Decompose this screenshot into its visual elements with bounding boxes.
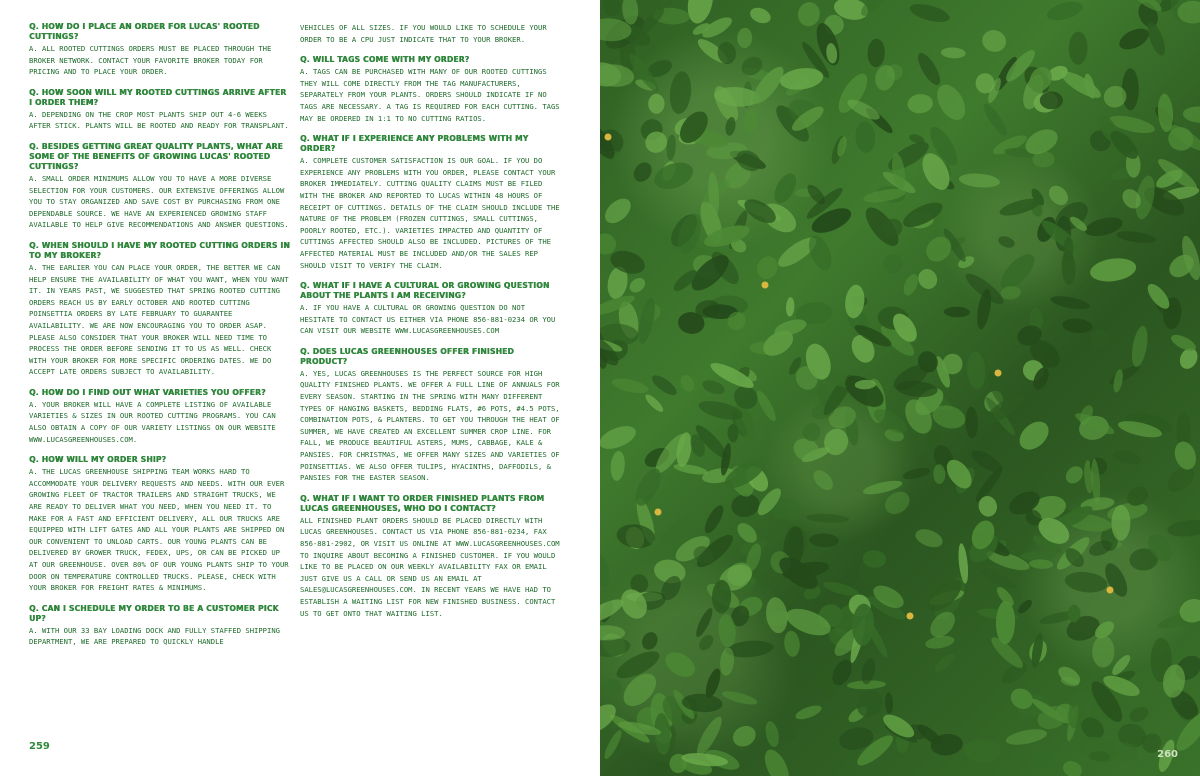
leaf [908,1,952,26]
faq-answer: A. WITH OUR 33 BAY LOADING DOCK AND FULLY STAFFED SHIPPING DEPARTMENT, WE ARE PREPARED TO QUICKLY HANDLE [29,625,280,647]
leaf [600,554,612,588]
leaf [931,80,971,125]
leaf [649,372,680,399]
faq-question: Q. HOW WILL MY ORDER SHIP? [29,455,167,465]
leaf [639,630,660,653]
leaf [721,689,759,708]
leaf [602,728,625,761]
leaf [915,266,941,293]
faq-item [300,281,562,337]
foliage-photo [600,0,1200,776]
leaf [958,172,1000,189]
leaf [760,746,794,776]
faq-item [29,455,291,594]
leaf [1029,559,1054,570]
faq-answer: A. SMALL ORDER MINIMUMS ALLOW YOU TO HAVE A MORE DIVERSE SELECTION FOR YOUR CUSTOMERS. OUR EXTENSIVE OFFERINGS ALLOW YOU TO STAY ORGANIZED AND SAVE COST BY PURCHASING FROM ONE DEPENDABLE SOURCE. WE HAVE AN EXPERIENCED GROWING STAFF AVAILABLE TO HELP GIVE RECOMMENDATIONS AND ANSWER QUESTIONS. [29,173,289,230]
leaf [885,692,894,714]
leaf [901,272,921,298]
leaf [1020,551,1056,560]
small-flower [1107,587,1114,594]
faq-item [300,494,562,619]
faq-item [29,388,291,445]
leaf [794,703,823,722]
leaf [980,101,1010,138]
leaf [996,601,1016,645]
small-flower [655,509,662,516]
leaf [1060,758,1084,776]
leaf [809,533,839,548]
leaf [1045,182,1072,209]
leaf-texture [600,0,1200,776]
leaf [1005,726,1049,747]
leaf [627,275,648,295]
faq-question: Q. WHAT IF I EXPERIENCE ANY PROBLEMS WITH MY ORDER? [300,134,529,154]
leaf [1127,704,1151,725]
leaf [673,462,709,477]
leaf [609,450,626,481]
leaf [1062,317,1094,334]
faq-answer: A. TAGS CAN BE PURCHASED WITH MANY OF OUR ROOTED CUTTINGS THEY WILL COME DIRECTLY FROM THE TAG MANUFACTURERS, SEPARATELY FROM YOUR PLANTS. ORDERS SHOULD INDICATE IF NO TAGS ARE NECESSARY. A TAG IS REQUIRED FOR EACH CUTTING. TAGS MAY BE ORDERED IN 1:1 TO NO CUTTING RATIOS. [300,67,560,123]
leaf [1112,448,1143,467]
leaf [754,388,780,423]
leaf [867,39,885,68]
leaf [1182,105,1200,124]
faq-answer: A. YES, LUCAS GREENHOUSES IS THE PERFECT SOURCE FOR HIGH QUALITY FINISHED PLANTS. WE OFFER A FULL LINE OF ANNUALS FOR EVERY SEASON. STARTING IN THE SPRING WITH MANY DIFFERENT TYPES OF HANGING BASKETS, BEDDING FLATS, #6 POTS, #4.5 POTS, COMBINATION POTS, & PLANTERS. TO GET YOU THROUGH THE HEAT OF SUMMER, WE HAVE CREATED AN EXCELLENT SUMMER CROP LINE. FOR FALL, WE PRODUCE BEAUTIFUL ASTERS, MUMS, CABBAGE, KALE & PANSIES. FOR CHRISTMAS, WE OFFER MANY SIZES AND VARIETIES OF POINSETTIAS. WE ALSO OFFER TULIPS, HYACINTHS, DAFFODILS, & PANSIES FOR THE EASTER SEASON. [300,368,560,483]
page-number-left: 259 [29,741,50,752]
leaf [601,0,623,18]
leaf [701,378,727,397]
faq-item [29,22,291,78]
faq-question: Q. WHEN SHOULD I HAVE MY ROOTED CUTTING ORDERS IN TO MY BROKER? [29,240,290,260]
leaf [764,596,790,635]
faq-question: Q. HOW DO I FIND OUT WHAT VARIETIES YOU OFFER? [29,387,266,397]
leaf [748,5,773,26]
leaf [1089,256,1138,285]
faq-answer: A. IF YOU HAVE A CULTURAL OR GROWING QUESTION DO NOT HESITATE TO CONTACT US EITHER VIA PHONE 856-881-0234 OR YOU CAN VISIT OUR WEBSITE WWW.LUCASGREENHOUSES.COM [300,303,556,336]
faq-answer: A. ALL ROOTED CUTTINGS ORDERS MUST BE PLACED THROUGH THE BROKER NETWORK. CONTACT YOUR FAVORITE BROKER TODAY FOR PRICING AND TO PLACE YOUR ORDER. [29,44,272,77]
leaf [1062,463,1086,487]
faq-item [300,55,562,124]
small-flower [907,613,914,620]
faq-item [300,134,562,271]
leaf [901,466,931,482]
faq-question: Q. HOW DO I PLACE AN ORDER FOR LUCAS' ROOTED CUTTINGS? [29,22,260,41]
leaf [648,94,665,114]
leaf [997,234,1017,250]
faq-question: Q. BESIDES GETTING GREAT QUALITY PLANTS, WHAT ARE SOME OF THE BENEFITS OF GROWING LUCAS' ROOTED CUTTINGS? [29,141,283,171]
leaf [643,392,666,414]
leaf [1076,732,1121,767]
leaf [610,376,649,396]
leaf [966,351,987,390]
small-flower [762,282,769,289]
leaf [666,134,677,161]
faq-item [29,241,291,378]
faq-item [29,88,291,132]
leaf [880,251,906,277]
leaf [754,253,781,282]
leaf [1116,229,1157,245]
faq-column-2 [300,22,562,629]
leaf [914,50,944,88]
leaf [1129,325,1150,369]
leaf [944,307,970,318]
leaf [729,722,759,751]
leaf [783,630,801,658]
faq-item [29,604,291,648]
leaf [965,406,978,438]
leaf [980,27,1009,54]
leaf [1122,68,1139,110]
faq-question: Q. WILL TAGS COME WITH MY ORDER? [300,55,470,65]
leaf [684,0,716,26]
leaf [693,606,715,639]
faq-question: Q. WHAT IF I WANT TO ORDER FINISHED PLANTS FROM LUCAS GREENHOUSES, WHO DO I CONTACT? [300,493,545,513]
leaf [600,194,635,228]
leaf [1069,31,1088,65]
faq-answer: ALL FINISHED PLANT ORDERS SHOULD BE PLACED DIRECTLY WITH LUCAS GREENHOUSES. CONTACT US VIA PHONE 856-881-0234, FAX 856-881-2902, OR VISIT US ONLINE AT WWW.LUCASGREENHOUSES.COM TO INQUIRE ABOUT BECOMING A FINISHED CUSTOMER. IF YOU WOULD LIKE TO BE PLACED ON OUR WEEKLY AVAILABILITY FAX OR EMAIL JUST GIVE US A CALL OR SEND US AN EMAIL AT SALES@LUCASGREENHOUSES.COM. IN RECENT YEARS WE HAVE HAD TO ESTABLISH A WAITING LIST FOR NEW FINISHED BUSINESS. CONTACT US TO GET ONTO THAT WAITING LIST. [300,515,560,618]
small-flower [605,134,612,141]
leaf [1016,598,1034,616]
leaf [630,159,655,185]
faq-answer: A. COMPLETE CUSTOMER SATISFACTION IS OUR GOAL. IF YOU DO EXPERIENCE ANY PROBLEMS WITH YOU ORDER, PLEASE CONTACT YOUR BROKER IMMEDIATELY. CUTTING QUALITY CLAIMS MUST BE FILED WITH THE BROKER AND REPORTED TO LUCAS WITHIN 48 HOURS OF RECEIPT OF CUTTINGS. DETAILS OF THE CLAIM SHOULD INCLUDE THE NATURE OF THE PROBLEM (FROZEN CUTTINGS, SMALL CUTTINGS, POORLY ROOTED, ETC.). VARIETIES IMPACTED AND QUANTITY OF CUTTINGS AFFECTED SHOULD ALSO BE INCLUDED. PICTURES OF THE AFFECTED MATERIAL MUST BE INCLUDED AND/OR THE SALES REP SHOULD VISIT TO VERIFY THE CLAIM. [300,156,560,270]
leaf [601,676,625,700]
leaf [810,467,837,494]
faq-answer: A. YOUR BROKER WILL HAVE A COMPLETE LISTING OF AVAILABLE VARIETIES & SIZES IN OUR ROOTED CUTTING PROGRAMS. YOU CAN ALSO OBTAIN A COPY OF OUR VARIETY LISTINGS ON OUR WEBSITE WWW.LUCASGREENHOUSES.COM. [29,399,276,444]
faq-answer: A. DEPENDING ON THE CROP MOST PLANTS SHIP OUT 4-6 WEEKS AFTER STICK. PLANTS WILL BE ROOTED AND READY FOR TRANSPLANT. [29,109,289,131]
faq-answer-continued: VEHICLES OF ALL SIZES. IF YOU WOULD LIKE TO SCHEDULE YOUR ORDER TO BE A CPU JUST INDICATE THAT TO YOUR BROKER. [300,23,547,44]
leaf [1155,155,1200,194]
faq-question: Q. CAN I SCHEDULE MY ORDER TO BE A CUSTOMER PICK UP? [29,603,279,623]
leaf [932,651,958,675]
small-flower [995,370,1002,377]
faq-item [29,142,291,231]
leaf [668,70,693,115]
leaf [953,504,975,521]
leaf [796,0,822,28]
leaf [1171,439,1199,473]
leaf [678,373,697,394]
faq-item [300,347,562,484]
leaf [1045,0,1085,24]
leaf [600,421,639,453]
faq-question: Q. HOW SOON WILL MY ROOTED CUTTINGS ARRIVE AFTER I ORDER THEM? [29,87,287,107]
leaf [1028,744,1056,773]
leaf [913,526,945,551]
page-number-right: 260 [1157,749,1178,760]
leaf [1064,570,1109,595]
leaf [1116,24,1152,53]
leaf [661,647,699,682]
leaf [770,170,801,207]
leaf [1014,416,1054,455]
leaf [907,93,934,114]
faq-answer: A. THE EARLIER YOU CAN PLACE YOUR ORDER, THE BETTER WE CAN HELP ENSURE THE AVAILABILITY OF WHAT YOU WANT, WHEN YOU WANT IT. IN YEARS PAST, WE SUGGESTED THAT SPRING ROOTED CUTTING ORDERS REACH US BY EARLY OCTOBER AND ROOTED CUTTING POINSETTIA ORDERS BY LATE FEBRUARY TO GUARANTEE AVAILABILITY. WE ARE NOW ENCOURAGING YOU TO ORDER ASAP. PLEASE ALSO CONSIDER THAT YOUR BROKER WILL NEED TIME TO PROCESS THE ORDER BEFORE SENDING IT TO US AS WELL. CHECK WITH YOUR BROKER FOR MORE SPECIFIC ORDERING DATES. WE DO ACCEPT LATE ORDERS SUBJECT TO AVAILABILITY. [29,262,289,377]
leaf [1163,462,1199,497]
leaf [1092,636,1115,668]
faq-question: Q. WHAT IF I HAVE A CULTURAL OR GROWING QUESTION ABOUT THE PLANTS I AM RECEIVING? [300,281,550,301]
leaf [806,513,849,524]
leaf [785,297,794,317]
faq-column-1 [29,22,291,658]
leaf [1049,294,1090,312]
leaf [737,28,753,49]
leaf [963,738,1002,763]
leaf [743,108,758,134]
leaf [636,296,658,345]
leaf [763,720,781,748]
faq-answer: A. THE LUCAS GREENHOUSE SHIPPING TEAM WORKS HARD TO ACCOMMODATE YOUR DELIVERY REQUESTS AND NEEDS. WITH OUR EVER GROWING FLEET OF TRACTOR TRAILERS AND STRAIGHT TRUCKS, WE ARE READY TO DELIVER WHAT YOU NEED, WHEN YOU NEED IT. TO MAKE FOR A FAST AND EFFICIENT DELIVERY, ALL OUR TRUCKS ARE EQUIPPED WITH LIFT GATES AND ALL YOUR PLANTS ARE SHIPPED ON OUR CONVENIENT TO UNLOAD CARTS. OUR YOUNG PLANTS CAN BE DELIVERED BY GROWER TRUCK, FEDEX, UPS, OR CAN BE PICKED UP AT OUR GREENHOUSE. OVER 80% OF OUR YOUNG PLANTS SHIP TO YOUR DOOR ON TEMPERATURE CONTROLLED TRUCKS. PLEASE, CHECK WITH YOUR BROKER FOR FREIGHT RATES & MINIMUMS. [29,467,289,593]
leaf [854,121,876,153]
faq-question: Q. DOES LUCAS GREENHOUSES OFFER FINISHED PRODUCT? [300,346,514,366]
leaf [1167,518,1200,538]
leaf [941,47,966,59]
leaf [701,503,727,536]
